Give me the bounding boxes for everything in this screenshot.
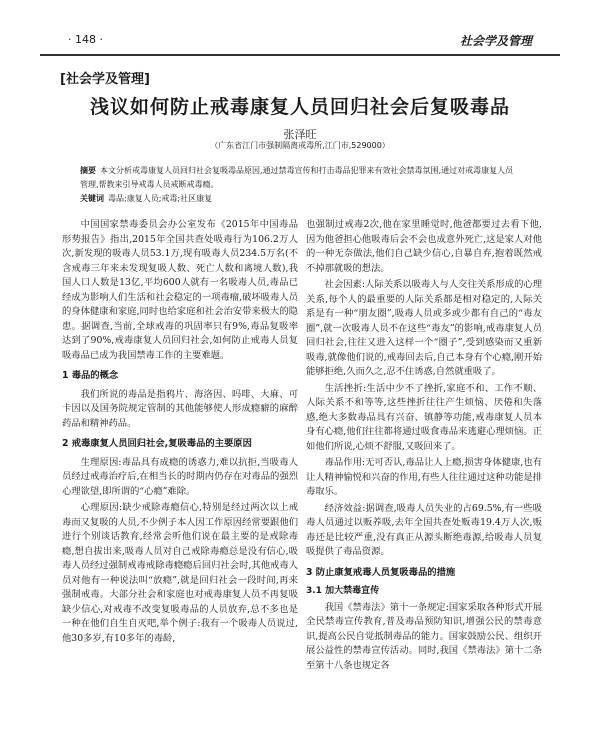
section-3-1-heading: 3.1 加大禁毒宣传 [306,586,380,596]
section-tag: [社会学及管理] [60,72,150,87]
section-2-heading: 2 戒毒康复人员回归社会,复吸毒品的主要原因 [62,438,252,449]
header-rule [40,54,560,56]
page-header [40,30,560,50]
author: 张泽旺 [283,128,317,141]
section-2-paragraph: 心理原因:缺少戒除毒瘾信心,特别是经过两次以上戒毒而又复吸的人员,不少例子本人因工作原因经常要跟他们进行个别谈话教育,经常会听他们说在最主要的是戒除毒瘾,想自拔出来,吸毒人员对自己戒除毒瘾总是没有信心,吸毒人员经过强制戒毒戒除毒瘾瘾后回归社会时,其他戒毒人员对他有一种说法叫“放瘾”,就是回归社会一段时间,再来强制戒毒。大部分社会和家庭也对戒毒康复人员不再复吸缺少信心,对戒毒不改变复吸毒品的人员放弃,总不多也是一种在他们自生自灭吧,举个例子:我有一个吸毒人员说过,他30多岁,有10多年的毒龄, [62,502,298,644]
section-1-paragraph: 我们所说的毒品是指鸦片、海洛因、吗啡、大麻、可卡因以及国务院规定管制的其他能够使人形成瘾癖的麻醉药品和精神药品。 [62,388,298,429]
body-paragraph: 经济效益:据调查,吸毒人员失业的占69.5%,有一些吸毒人员通过以贩养吸,去年全国共查处贩毒19.4万人次,贩毒还是比较严重,没有真正从源头断绝毒源,给吸毒人员复吸提供了毒品资源。 [306,502,542,557]
affiliation: （广东省江门市强制隔离戒毒所,江门市,529000） [210,141,390,150]
body-paragraph: 社会因素:人际关系以吸毒人与人交往关系形成的心理关系,每个人的最重要的人际关系都是相对稳定的,人际关系是有一种“朋友圈”,吸毒人员或多或少都有自己的“毒友圈”,就一次吸毒人员不在这些“毒友”的影响,戒毒康复人员回归社会,往往又进入这样一个“圈子”,受到感染而又重新吸毒,就像他们说的,戒毒回去后,自己本身有个心瘾,刚开始能够拒绝,久而久之,忍不住诱惑,自然就重吸了。 [306,279,542,377]
abstract-text: 本文分析戒毒康复人员回归社会复吸毒品原因,通过禁毒宣传和打击毒品犯罪来有效社会禁毒氛围,通过对戒毒康复人员管理,帮教来引导戒毒人员戒断戒毒瘾。 [80,166,514,189]
body-paragraph: 生活挫折:生活中少不了挫折,家庭不和、工作不顺、人际关系不和等等,这些挫折往往产生烦恼、厌倦和失落感,绝大多数毒品具有兴奋、镇静等功能,戒毒康复人员本身有心瘾,他们往往都将通过吸食毒品来逃避心理烦恼。正如他们所说,心烦不舒服,又吸回来了。 [306,382,542,452]
keywords [80,193,520,204]
page-number: · 148 · [68,33,103,46]
section-2-paragraph: 生理原因:毒品具有成瘾的诱惑力,难以抗拒,当吸毒人员经过戒毒治疗后,在相当长的时期内仍存在对毒品的强烈心理欲望,即所谓的“心瘾”难除。 [62,456,298,497]
section-3-1-paragraph: 我国《禁毒法》第十一条规定:国家采取各种形式开展全民禁毒宣传教育,普及毒品预防知识,增强公民的禁毒意识,提高公民自觉抵制毒品的能力。国家鼓励公民、组织开展公益性的禁毒宣传活动。同时,我国《禁毒法》第十二条至第十八条也规定各 [306,601,542,671]
section-3-heading: 3 防止康复戒毒人员复吸毒品的措施 [306,566,456,578]
abstract [80,164,520,192]
keywords-text: 毒品;康复人员;戒毒;社区康复 [108,194,213,203]
right-column [306,218,542,675]
body-paragraph: 也强制过戒毒2次,他在家里睡觉时,他爸都要过去看下他,因为他爸担心他吸毒后会不会也成意外死亡,这是家人对他的一种无奈做法,他们自己缺少信心,自暴自弃,抱着既然戒不掉那就吸的想法。 [306,219,542,274]
article-title: 浅议如何防止戒毒康复人员回归社会后复吸毒品 [89,96,510,118]
section-1-heading: 1 毒品的概念 [62,370,119,381]
keywords-label: 关键词 [80,194,104,203]
body-paragraph: 毒品作用:无可否认,毒品让人上瘾,损害身体健康,也有让人精神愉悦和兴奋的作用,有些人往往通过这种功能是排毒取乐。 [306,457,542,497]
intro-paragraph: 中国国家禁毒委员会办公室发布《2015年中国毒品形势报告》指出,2015年全国共查处吸毒行为106.2万人次,新发现的吸毒人员53.1万,现有吸毒人员234.5万名(不含戒毒三年来未发现复吸人数、死亡人数和离境人数),我国人口人数是13亿,平均600人就有一名吸毒人员,毒品已经成为影响人们生活和社会稳定的一项毒瘤,破坏吸毒人员的身体健康和家庭,同时也给家庭和社会治安带来极大的隐患。据调查,当前,全球戒毒的巩固率只有9%,毒品复吸率达到了90%,戒毒康复人员回归社会,如何防止戒毒人员复吸毒品已成为我国禁毒工作的主要难题。 [62,219,298,361]
left-column [62,218,298,648]
journal-name: 社会学及管理 [459,34,532,48]
abstract-label: 摘要 [80,166,96,175]
